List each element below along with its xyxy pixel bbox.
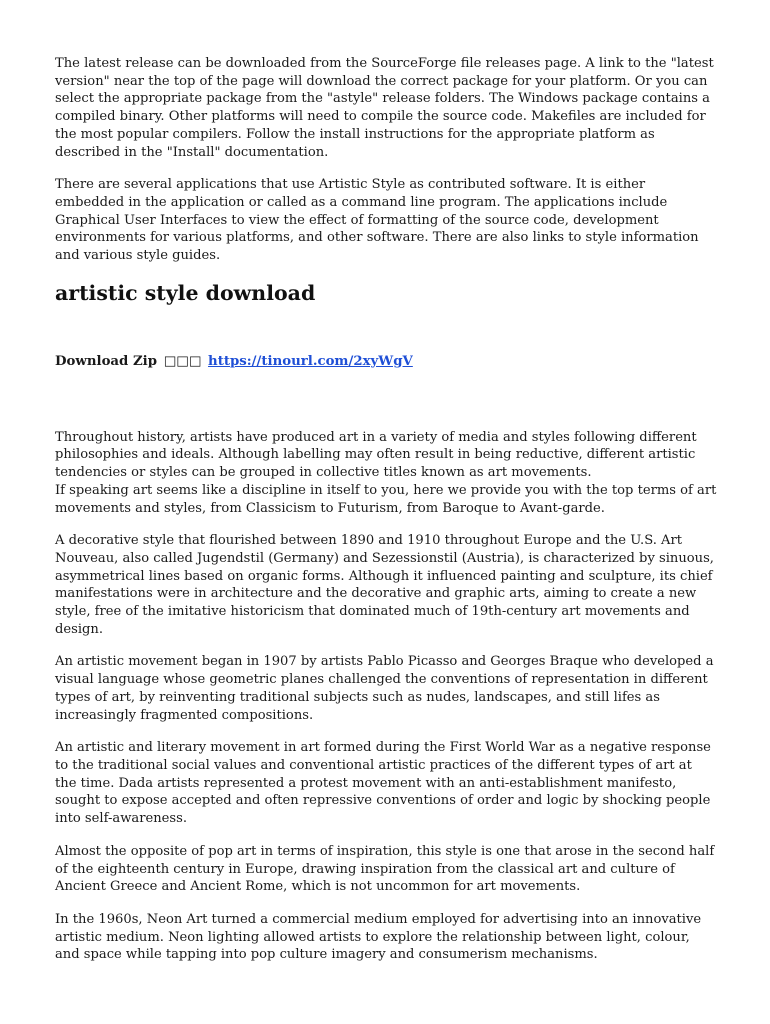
paragraph-art-movements-intro: Throughout history, artists have produced art in a variety of media and styles following different philosophies and ideals. Although labelling may often result in being reductive, different artistic tendencies or styles can be grouped in collective titles known as art movements. [55, 429, 697, 481]
download-line [55, 353, 717, 371]
intro-paragraph-applications: There are several applications that use Artistic Style as contributed software. It is either embedded in the application or called as a command line program. The applications include Graphical User Interfaces to view the effect of formatting of the source code, development environments for various platforms, and other software. There are also links to style information and various style guides. [55, 177, 699, 264]
paragraph-cubism: An artistic movement began in 1907 by artists Pablo Picasso and Georges Braque who developed a visual language whose geometric planes challenged the conventions of representation in different types of art, by reinventing traditional subjects such as nudes, landscapes, and still lifes as increasingly fragmented compositions. [55, 654, 714, 723]
intro-paragraph-release: The latest release can be downloaded from the SourceForge file releases page. A link to the "latest version" near the top of the page will download the correct package for your platform. Or you can select the appropriate package from the "astyle" release folders. The Windows package contains a compiled binary. Other platforms will need to compile the source code. Makefiles are included for the most popular compilers. Follow the install instructions for the appropriate platform as described in the "Install" documentation. [55, 56, 714, 160]
paragraph-art-movements-terms: If speaking art seems like a discipline in itself to you, here we provide you with the top terms of art movements and styles, from Classicism to Futurism, from Baroque to Avant-garde. [55, 482, 717, 516]
download-label: Download Zip [55, 353, 158, 369]
paragraph-art-nouveau: A decorative style that flourished between 1890 and 1910 throughout Europe and the U.S. Art Nouveau, also called Jugendstil (Germany) and Sezessionstil (Austria), is characterized by sinuous, asymmetrical lines based on organic forms. Although it influenced painting and sculpture, its chief manifestations were in architecture and the decorative and graphic arts, aiming to create a new style, free of the imitative historicism that dominated much of 19th-century art movements and design. [55, 533, 714, 637]
paragraph-neon-art: In the 1960s, Neon Art turned a commercial medium employed for advertising into an innovative artistic medium. Neon lighting allowed artists to explore the relationship between light, colour, and space while tapping into pop culture imagery and consumerism mechanisms. [55, 911, 702, 963]
placeholder-glyphs: □□□ [163, 353, 202, 369]
download-link[interactable]: https://tinourl.com/2xyWgV [208, 353, 413, 369]
paragraph-dada: An artistic and literary movement in art formed during the First World War as a negative response to the traditional social values and conventional artistic practices of the different types of art at the time. Dada artists represented a protest movement with an anti-establishment manifesto, sought to expose accepted and often repressive conventions of order and logic by shocking people into self-awareness. [55, 740, 711, 827]
paragraph-neoclassicism: Almost the opposite of pop art in terms of inspiration, this style is one that arose in the second half of the eighteenth century in Europe, drawing inspiration from the classical art and culture of Ancient Greece and Ancient Rome, which is not uncommon for art movements. [55, 843, 715, 895]
article-body [55, 429, 717, 964]
page-title: artistic style download [55, 280, 316, 305]
document-page [55, 55, 717, 979]
paragraph-art-movements [55, 429, 717, 518]
